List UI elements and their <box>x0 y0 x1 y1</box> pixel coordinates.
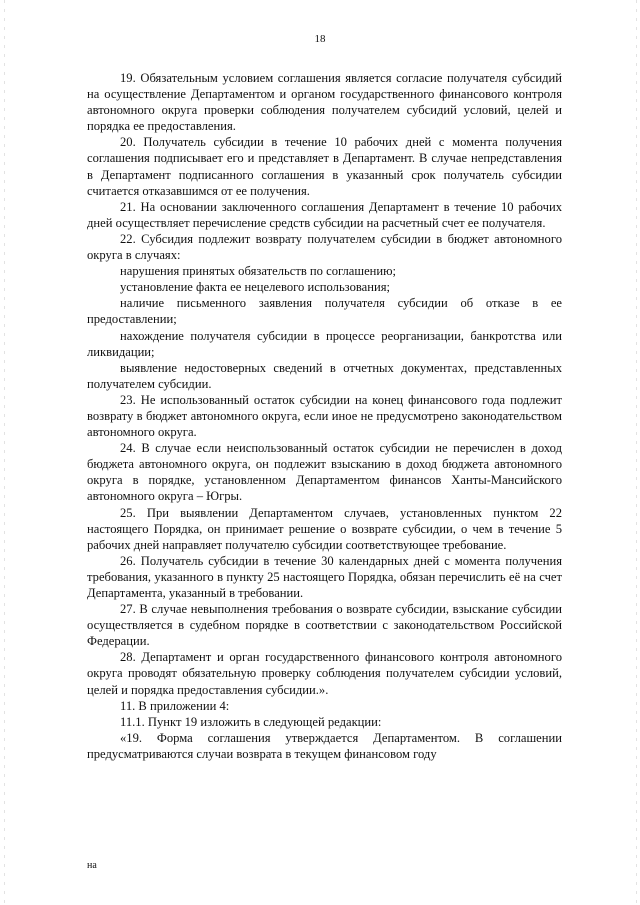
list-item-reorganization: нахождение получателя субсидии в процессе реорганизации, банкротства или ликвидации; <box>87 328 562 359</box>
paragraph-19: 19. Обязательным условием соглашения является согласие получателя субсидий на осуществление Департаментом и органом государственного финансового контроля автономного округа проверки соблюдения получателем субсидий условий, целей и порядка ее предоставления. <box>87 71 562 134</box>
paragraph-quote-19: «19. Форма соглашения утверждается Департаментом. В соглашении предусматриваются случаи возврата в текущем финансовом году <box>87 730 562 761</box>
continuation-word: на <box>87 860 97 871</box>
paragraph-24: 24. В случае если неиспользованный остаток субсидии не перечислен в доход бюджета автономного округа, он подлежит взысканию в доход бюджета автономного округа в порядке, установленном Департаментом финансов Ханты-Мансийского автономного округа – Югры. <box>87 441 562 504</box>
paragraph-23: 23. Не использованный остаток субсидии на конец финансового года подлежит возврату в бюджет автономного округа, если иное не предусмотрено законодательством автономного округа. <box>87 392 562 440</box>
page-number: 18 <box>314 33 326 45</box>
paragraph-22: 22. Субсидия подлежит возврату получателем субсидии в бюджет автономного округа в случаях: <box>87 231 562 263</box>
scan-edge-right <box>636 0 637 905</box>
paragraph-20: 20. Получатель субсидии в течение 10 рабочих дней с момента получения соглашения подписывает его и представляет в Департамент. В случае непредставления в Департамент подписанного соглашения в указанный срок получатель субсидии считается отказавшимся от ее получения. <box>87 135 562 198</box>
paragraph-26: 26. Получатель субсидии в течение 30 календарных дней с момента получения требования, указанного в пункту 25 настоящего Порядка, обязан перечислить её на счет Департамента, указанный в требовании. <box>87 553 562 600</box>
paragraph-25: 25. При выявлении Департаментом случаев, установленных пунктом 22 настоящего Порядка, он принимает решение о возврате субсидии, о чем в течение 5 рабочих дней направляет получателю субсидии соответствующее требование. <box>87 505 562 552</box>
paragraph-28: 28. Департамент и орган государственного финансового контроля автономного округа проводят обязательную проверку соблюдения получателем субсидии условий, целей и порядка предоставления субсидии.». <box>87 650 562 697</box>
list-item-false-info: выявление недостоверных сведений в отчетных документах, представленных получателем субсидии. <box>87 360 562 391</box>
document-body <box>87 70 562 762</box>
list-item-violation: нарушения принятых обязательств по соглашению; <box>120 264 397 279</box>
paragraph-11: 11. В приложении 4: <box>120 698 230 713</box>
list-item-refusal: наличие письменного заявления получателя субсидии об отказе в ее предоставлении; <box>87 296 562 327</box>
paragraph-21: 21. На основании заключенного соглашения Департамент в течение 10 рабочих дней осуществляет перечисление средств субсидии на расчетный счет ее получателя. <box>87 199 562 230</box>
scan-edge-left <box>4 0 5 905</box>
list-item-misuse: установление факта ее нецелевого использования; <box>120 280 391 295</box>
paragraph-11-1: 11.1. Пункт 19 изложить в следующей редакции: <box>120 714 382 729</box>
paragraph-27: 27. В случае невыполнения требования о возврате субсидии, взыскание субсидии осуществляется в судебном порядке в соответствии с законодательством Российской Федерации. <box>87 602 562 649</box>
